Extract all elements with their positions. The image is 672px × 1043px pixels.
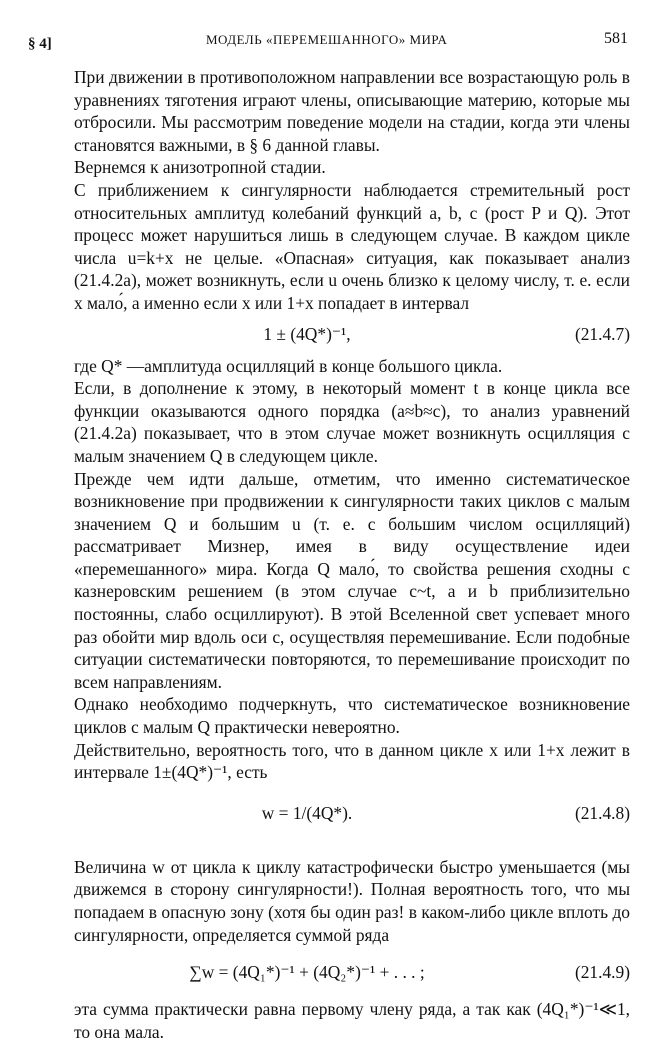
equation-number: (21.4.7)	[574, 324, 630, 345]
paragraph-2: Вернемся к анизотропной стадии.	[74, 157, 326, 178]
paragraph-4: где Q* —амплитуда осцилляций в конце большого цикла.	[74, 355, 503, 376]
page-number: 581	[604, 30, 628, 47]
paragraph-5: Если, в дополнение к этому, в некоторый момент t в конце цикла все функции оказываются одного порядка (a≈b≈c), то анализ уравнений (21.4.2а) показывает, что в этом случае может возникнуть осцилляция с малым значением Q в следующем цикле.	[74, 378, 630, 466]
equation-number: (21.4.8)	[574, 802, 630, 823]
paragraph-8: Действительно, вероятность того, что в данном цикле x или 1+x лежит в интервале 1±(4Q*)⁻¹, есть	[74, 739, 630, 783]
equation-formula: 1 ± (4Q*)⁻¹,	[263, 324, 351, 345]
section-marker: § 4]	[28, 36, 52, 52]
paragraph-7: Однако необходимо подчеркнуть, что систематическое возникновение циклов с малым Q практически невероятно.	[74, 694, 630, 738]
equation-number: (21.4.9)	[574, 961, 630, 982]
paragraph-6: Прежде чем идти дальше, отметим, что именно систематическое возникновение при продвижении к сингулярности таких циклов с малым значением Q и большим u (т. е. с большим числом осцилляций) рассматривает Мизнер, имея в виду осуществление идеи «перемешанного» мира. Когда Q мало́, то свойства решения сходны с казнеровским решением (в этом случае c~t, a и b приблизительно постоянны, слабо осциллируют). В этой Вселенной свет успевает много раз обойти мир вдоль оси c, осуществляя перемешивание. Если подобные ситуации систематически повторяются, то перемешивание происходит по всем направлениям.	[74, 468, 630, 692]
page-body	[74, 66, 630, 1043]
equation-21-4-8	[74, 784, 630, 842]
paragraph-1: При движении в противоположном направлении все возрастающую роль в уравнениях тяготения играют члены, описывающие материю, которые мы отбросили. Мы рассмотрим поведение модели на стадии, когда эти члены становятся важными, в § 6 данной главы.	[74, 67, 630, 155]
equation-21-4-7	[74, 315, 630, 355]
equation-formula: ∑w = (4Q₁*)⁻¹ + (4Q₂*)⁻¹ + . . . ;	[189, 961, 425, 982]
page-header	[28, 30, 628, 54]
paragraph-3: С приближением к сингулярности наблюдается стремительный рост относительных амплитуд колебаний функций a, b, c (рост P и Q). Этот процесс может нарушиться лишь в следующем случае. В каждом цикле числа u=k+x не целые. «Опасная» ситуация, как показывает анализ (21.4.2а), может возникнуть, если u очень близко к целому числу, т. е. если x мало́, а именно если x или 1+x попадает в интервал	[74, 179, 630, 313]
equation-21-4-9	[74, 946, 630, 998]
paragraph-9: Величина w от цикла к циклу катастрофически быстро уменьшается (мы движемся в сторону сингулярности!). Полная вероятность того, что мы попадаем в опасную зону (хотя бы один раз! в каком-либо цикле вплоть до сингулярности, определяется суммой ряда	[74, 856, 630, 945]
running-head: МОДЕЛЬ «ПЕРЕМЕШАННОГО» МИРА	[206, 32, 448, 47]
equation-formula: w = 1/(4Q*).	[261, 802, 353, 823]
paragraph-10: эта сумма практически равна первому члену ряда, а так как (4Q₁*)⁻¹≪1, то она мала.	[74, 999, 630, 1042]
